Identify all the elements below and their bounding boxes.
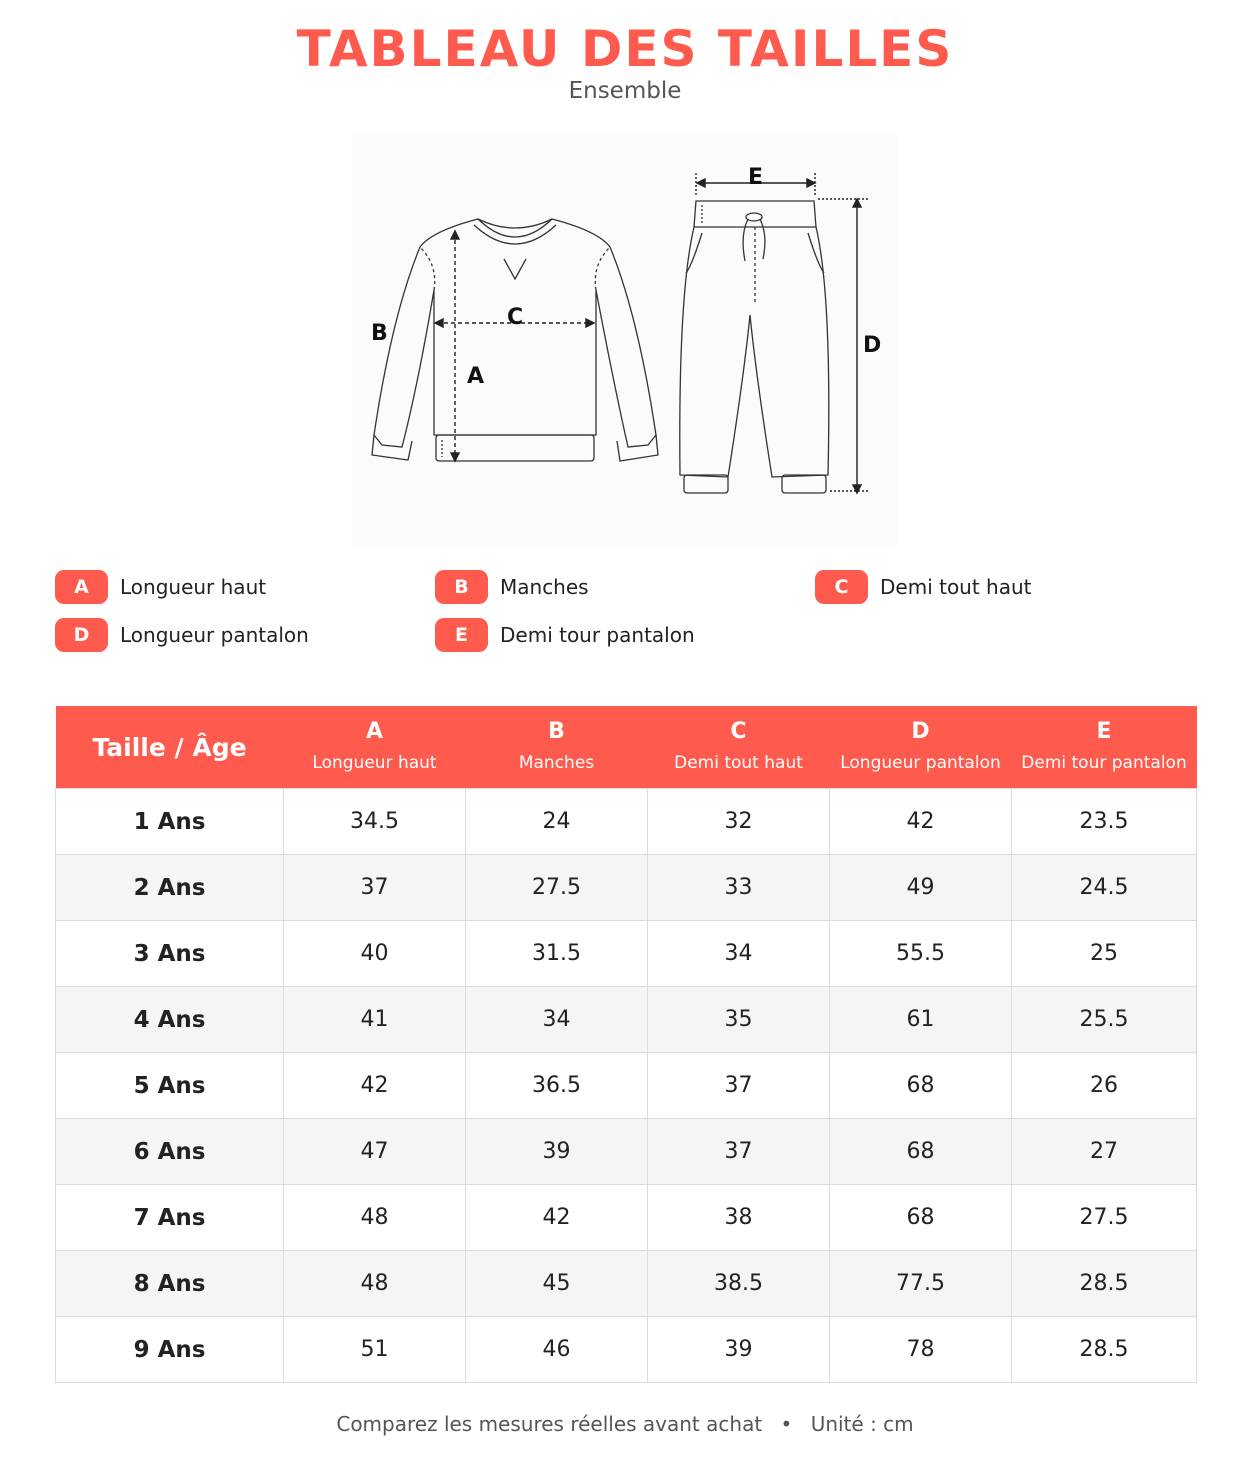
value-cell: 78 [830, 1317, 1012, 1383]
label-c: C [507, 305, 524, 330]
value-cell: 39 [648, 1317, 830, 1383]
legend-badge: D [55, 618, 108, 652]
value-cell: 39 [466, 1119, 648, 1185]
table-row [56, 1053, 1197, 1119]
header-col-d [830, 706, 1012, 789]
value-cell: 38 [648, 1185, 830, 1251]
page-title: TABLEAU DES TAILLES [296, 20, 954, 78]
page-subtitle: Ensemble [568, 78, 682, 104]
value-cell: 55.5 [830, 921, 1012, 987]
header-letter: C [730, 719, 747, 744]
table-row [56, 1317, 1197, 1383]
pants-drawing [680, 201, 829, 493]
value-cell: 47 [284, 1119, 466, 1185]
value-cell: 26 [1012, 1053, 1197, 1119]
value-cell: 25 [1012, 921, 1197, 987]
value-cell: 27.5 [1012, 1185, 1197, 1251]
value-cell: 42 [466, 1185, 648, 1251]
value-cell: 38.5 [648, 1251, 830, 1317]
value-cell: 61 [830, 987, 1012, 1053]
table-row [56, 1185, 1197, 1251]
footer-unit: Unité : cm [810, 1412, 914, 1436]
value-cell: 28.5 [1012, 1317, 1197, 1383]
value-cell: 37 [648, 1053, 830, 1119]
value-cell: 48 [284, 1251, 466, 1317]
legend-badge: E [435, 618, 488, 652]
legend-badge: B [435, 570, 488, 604]
table-row [56, 1251, 1197, 1317]
header-label: Demi tour pantalon [1021, 753, 1187, 773]
value-cell: 33 [648, 855, 830, 921]
footer-note [0, 1412, 1250, 1436]
age-cell: 8 Ans [56, 1251, 284, 1317]
value-cell: 42 [830, 789, 1012, 855]
value-cell: 28.5 [1012, 1251, 1197, 1317]
legend-label: Demi tout haut [880, 575, 1032, 599]
age-cell: 3 Ans [56, 921, 284, 987]
label-d: D [863, 333, 882, 358]
value-cell: 27 [1012, 1119, 1197, 1185]
value-cell: 51 [284, 1317, 466, 1383]
value-cell: 24 [466, 789, 648, 855]
header-letter: A [365, 719, 384, 744]
value-cell: 48 [284, 1185, 466, 1251]
header-size-age: Taille / Âge [56, 706, 284, 789]
legend-label: Demi tour pantalon [500, 623, 695, 647]
legend-item-e [435, 618, 695, 652]
value-cell: 27.5 [466, 855, 648, 921]
legend-badge: A [55, 570, 108, 604]
value-cell: 42 [284, 1053, 466, 1119]
value-cell: 68 [830, 1119, 1012, 1185]
header-label: Demi tout haut [674, 753, 803, 773]
value-cell: 24.5 [1012, 855, 1197, 921]
label-e: E [748, 165, 764, 190]
table-header-row [56, 706, 1197, 789]
header-label: Longueur pantalon [840, 753, 1001, 773]
footer-text: Comparez les mesures réelles avant achat [336, 1412, 763, 1436]
value-cell: 34 [648, 921, 830, 987]
header-col-b [466, 706, 648, 789]
value-cell: 32 [648, 789, 830, 855]
label-b: B [371, 321, 388, 346]
value-cell: 31.5 [466, 921, 648, 987]
header-col-c [648, 706, 830, 789]
age-cell: 9 Ans [56, 1317, 284, 1383]
value-cell: 41 [284, 987, 466, 1053]
table-row [56, 1119, 1197, 1185]
age-cell: 7 Ans [56, 1185, 284, 1251]
footer-separator: • [780, 1412, 793, 1436]
legend-badge: C [815, 570, 868, 604]
value-cell: 23.5 [1012, 789, 1197, 855]
value-cell: 34.5 [284, 789, 466, 855]
age-cell: 6 Ans [56, 1119, 284, 1185]
value-cell: 35 [648, 987, 830, 1053]
value-cell: 37 [284, 855, 466, 921]
value-cell: 68 [830, 1185, 1012, 1251]
legend-item-a [55, 570, 266, 604]
legend-label: Longueur pantalon [120, 623, 309, 647]
value-cell: 68 [830, 1053, 1012, 1119]
header-letter: D [911, 719, 930, 744]
size-table [55, 706, 1197, 1383]
value-cell: 49 [830, 855, 1012, 921]
value-cell: 77.5 [830, 1251, 1012, 1317]
value-cell: 36.5 [466, 1053, 648, 1119]
value-cell: 37 [648, 1119, 830, 1185]
age-cell: 2 Ans [56, 855, 284, 921]
garment-illustration [352, 135, 898, 545]
value-cell: 46 [466, 1317, 648, 1383]
legend-label: Longueur haut [120, 575, 267, 599]
table-row [56, 855, 1197, 921]
pants-measure-lines [696, 173, 868, 493]
header-letter: E [1096, 719, 1112, 744]
value-cell: 34 [466, 987, 648, 1053]
header-col-a [284, 706, 466, 789]
table-row [56, 789, 1197, 855]
label-a: A [467, 364, 485, 389]
header-label: Longueur haut [312, 753, 437, 773]
value-cell: 45 [466, 1251, 648, 1317]
header-col-e [1012, 706, 1197, 789]
header-letter: B [548, 719, 565, 744]
value-cell: 25.5 [1012, 987, 1197, 1053]
legend-item-d [55, 618, 309, 652]
legend-item-c [815, 570, 1032, 604]
table-row [56, 921, 1197, 987]
table-row [56, 987, 1197, 1053]
age-cell: 1 Ans [56, 789, 284, 855]
legend-item-b [435, 570, 589, 604]
value-cell: 40 [284, 921, 466, 987]
header-label: Manches [518, 753, 595, 773]
age-cell: 5 Ans [56, 1053, 284, 1119]
sweatshirt-drawing [372, 219, 658, 461]
sweatshirt-measure-lines [435, 231, 594, 461]
age-cell: 4 Ans [56, 987, 284, 1053]
legend-label: Manches [500, 575, 589, 599]
